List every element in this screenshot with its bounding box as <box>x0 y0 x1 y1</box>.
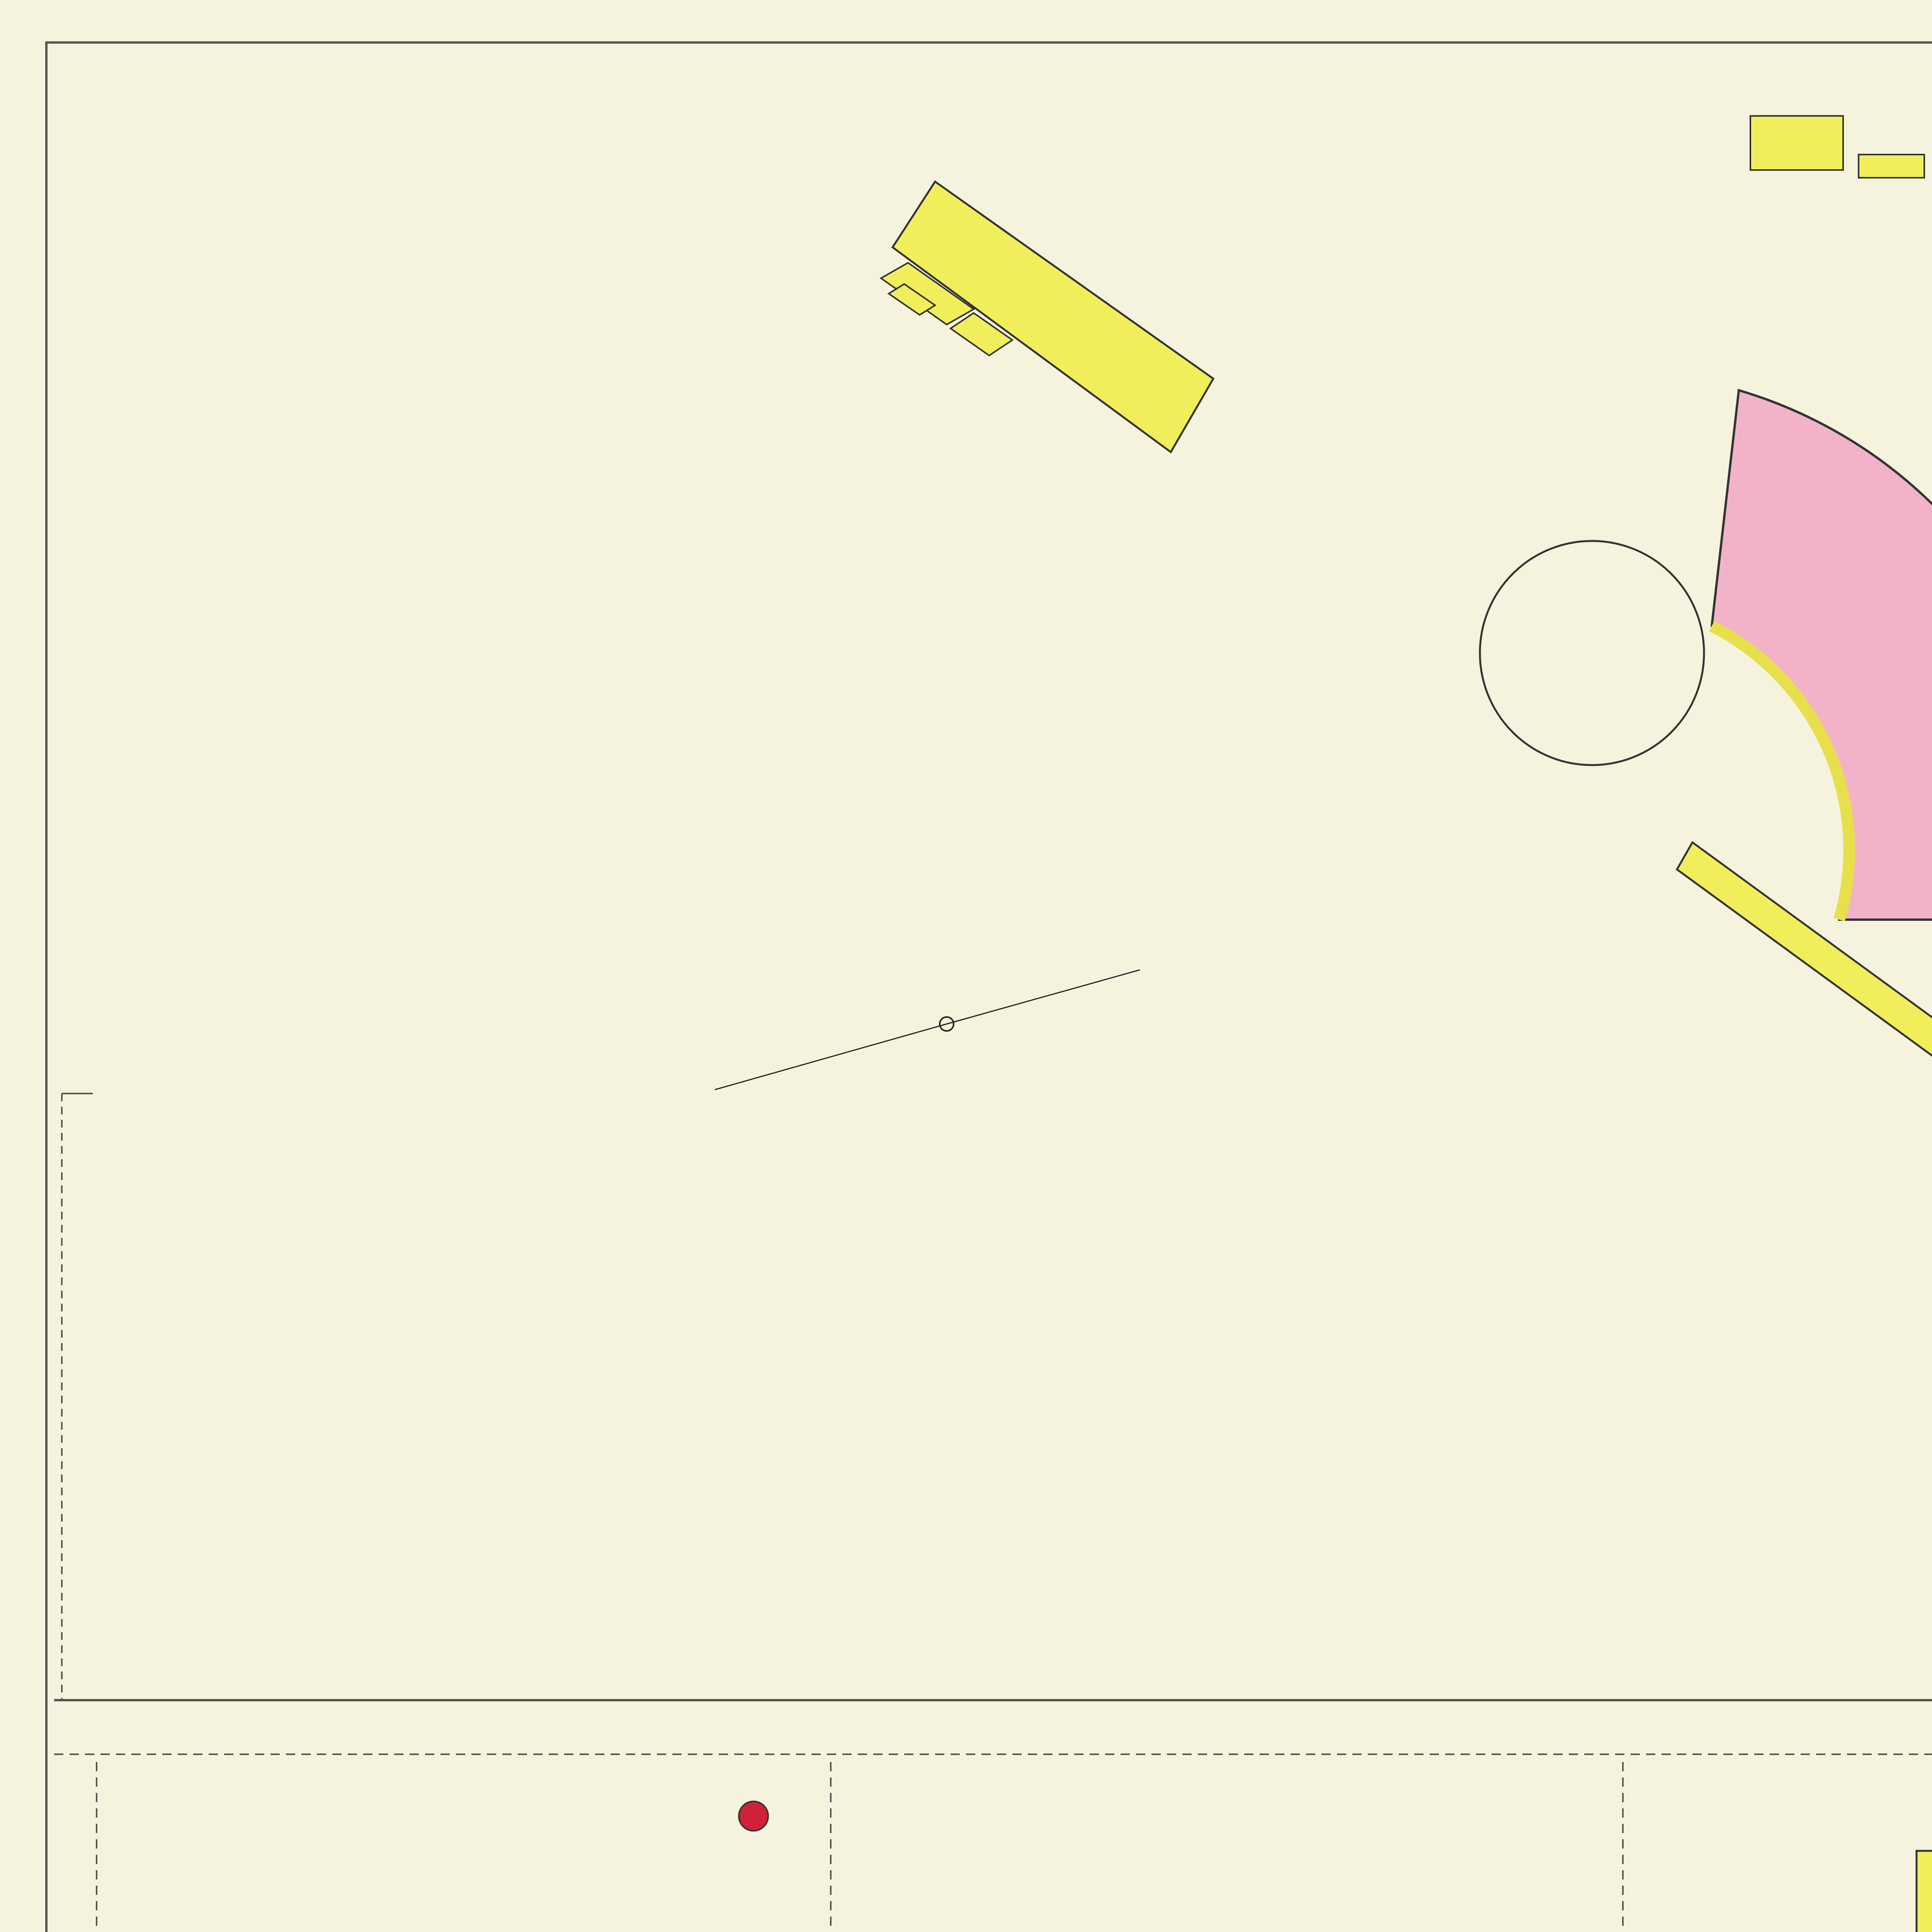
wagon-shed <box>1917 1851 1932 1932</box>
boiler-annex <box>1859 155 1924 178</box>
fire-alarm-box-1 <box>739 1801 768 1831</box>
boiler-room <box>1750 116 1843 170</box>
turn-table <box>1480 541 1704 765</box>
